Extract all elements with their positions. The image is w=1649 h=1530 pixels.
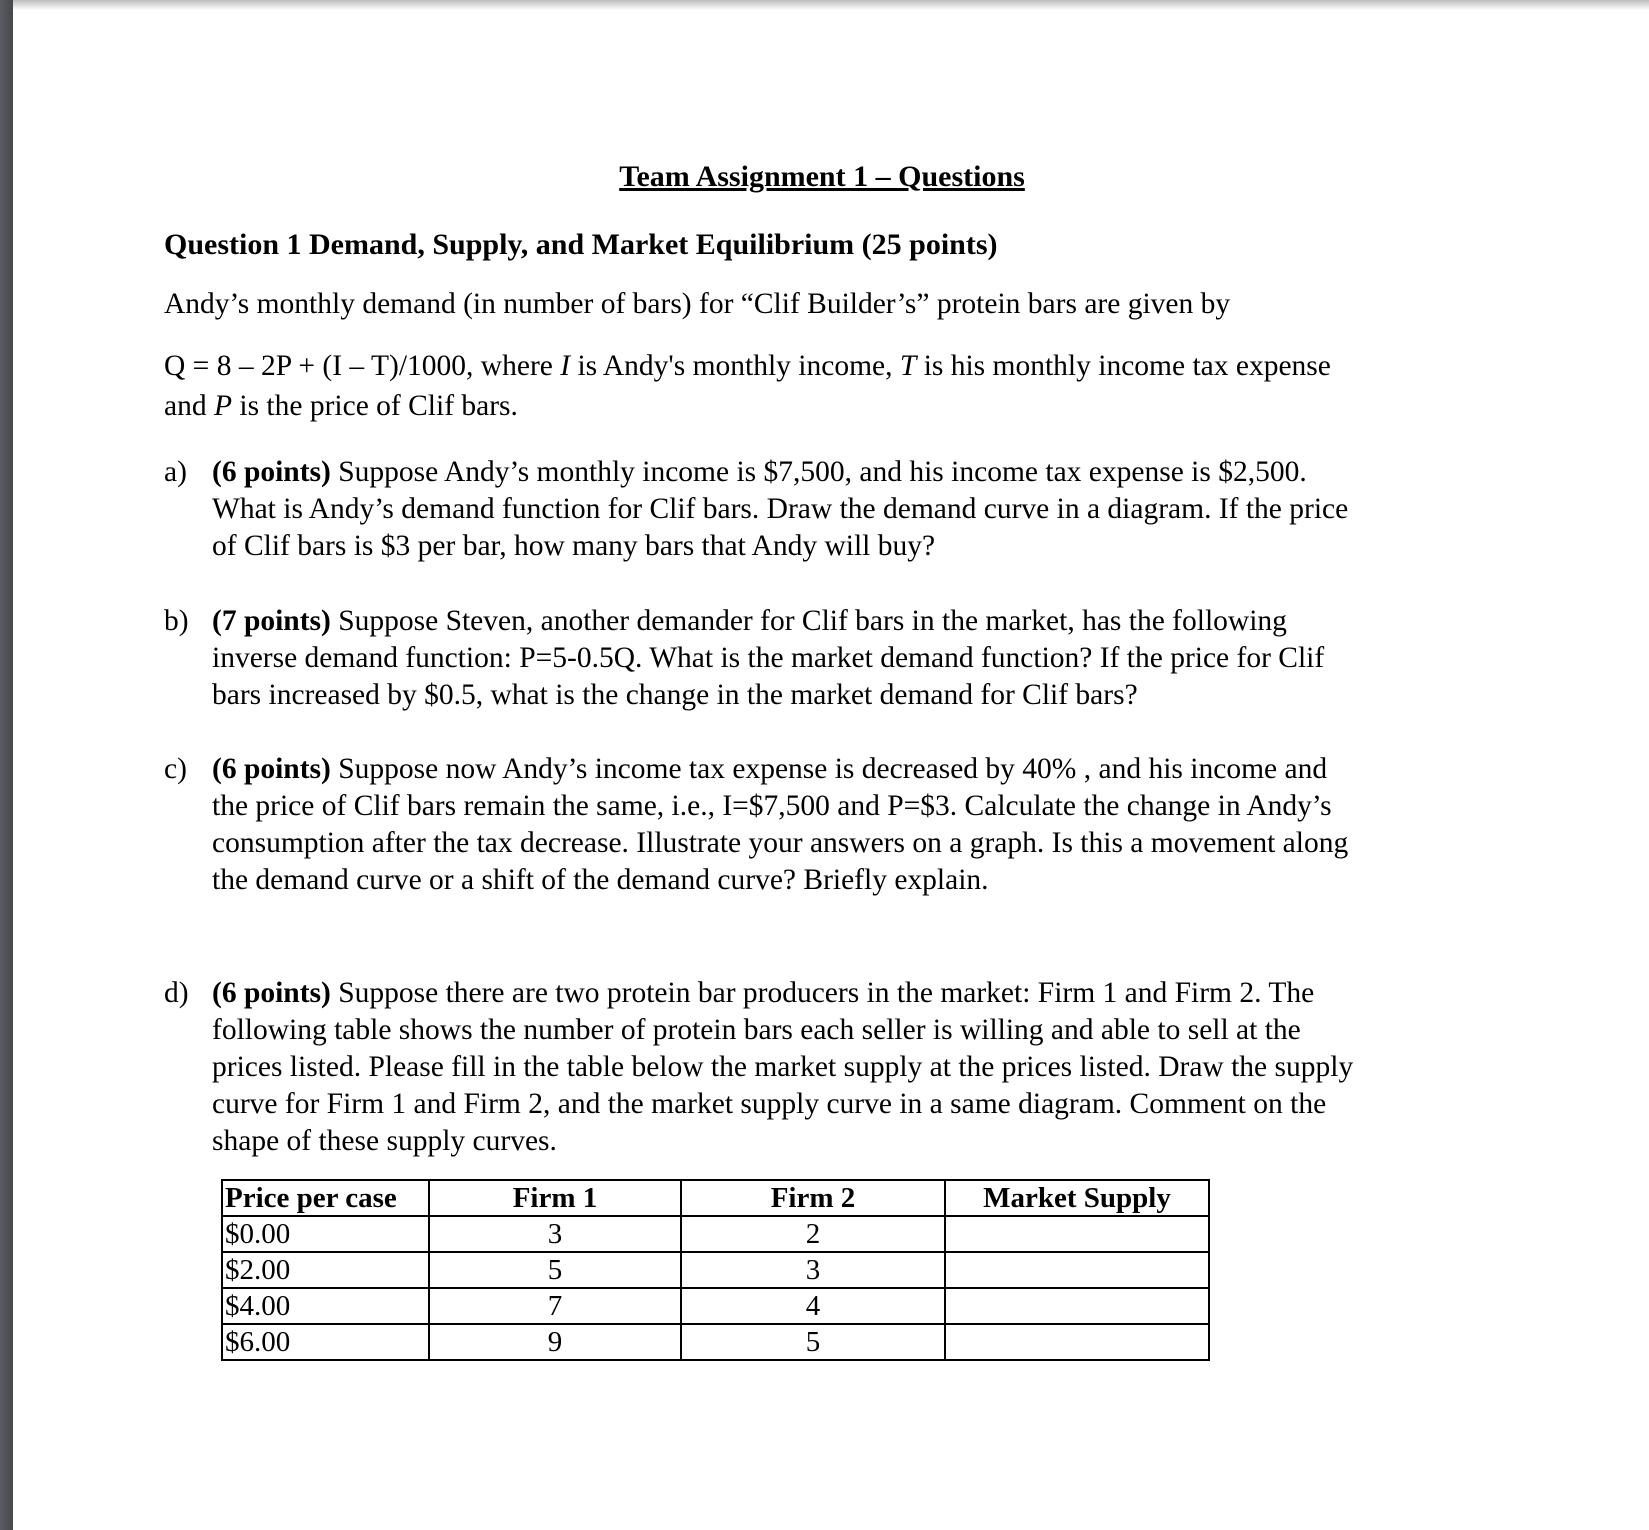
eq-text: is his monthly income tax expense xyxy=(916,350,1331,382)
part-text: Suppose there are two protein bar producers in the market: Firm 1 and Firm 2. The xyxy=(330,977,1315,1009)
part-text: Suppose now Andy’s income tax expense is decreased by 40% , and his income and xyxy=(330,753,1328,785)
part-text-line xyxy=(212,677,1138,714)
part-text: bars increased by $0.5, what is the change in the market demand for Clif bars? xyxy=(212,679,1138,711)
cell-firm2: 3 xyxy=(681,1252,945,1288)
supply-table xyxy=(221,1179,1210,1361)
table-row xyxy=(222,1324,1209,1360)
cell-firm1: 7 xyxy=(429,1288,681,1324)
part-label: c) xyxy=(164,753,187,785)
cell-firm2: 2 xyxy=(681,1216,945,1252)
cell-firm1: 5 xyxy=(429,1252,681,1288)
document-title: Team Assignment 1 – Questions xyxy=(619,160,1025,193)
part-text: of Clif bars is $3 per bar, how many bars that Andy will buy? xyxy=(212,530,936,562)
part-points: (6 points) xyxy=(212,753,331,785)
eq-var-p: P xyxy=(213,390,232,422)
cell-price: $0.00 xyxy=(222,1216,429,1252)
cell-market-supply[interactable] xyxy=(945,1288,1209,1324)
part-text: inverse demand function: P=5-0.5Q. What is the market demand function? If the price for Clif xyxy=(212,642,1325,674)
part-label: b) xyxy=(164,605,189,637)
table-row xyxy=(222,1252,1209,1288)
cell-market-supply[interactable] xyxy=(945,1324,1209,1360)
table-row xyxy=(222,1288,1209,1324)
part-text-line xyxy=(212,975,1314,1012)
header-market-supply: Market Supply xyxy=(945,1180,1209,1216)
eq-var-i: I xyxy=(560,350,571,382)
part-label: d) xyxy=(164,977,189,1009)
part-text-line xyxy=(212,603,1287,640)
part-text: Suppose Steven, another demander for Clif bars in the market, has the following xyxy=(330,605,1287,637)
part-text-line xyxy=(212,491,1348,528)
eq-var-t: T xyxy=(899,350,917,382)
part-text: following table shows the number of protein bars each seller is willing and able to sell at the xyxy=(212,1014,1301,1046)
document-page xyxy=(13,0,1649,1530)
part-text-line xyxy=(212,1123,557,1160)
part-text: consumption after the tax decrease. Illustrate your answers on a graph. Is this a movement along xyxy=(212,827,1349,859)
part-text-line xyxy=(212,788,1332,825)
part-points: (6 points) xyxy=(212,456,331,488)
table-row xyxy=(222,1216,1209,1252)
equation-line-2 xyxy=(164,388,518,425)
cell-firm2: 5 xyxy=(681,1324,945,1360)
part-text-line xyxy=(212,640,1324,677)
part-points: (6 points) xyxy=(212,977,331,1009)
cell-market-supply[interactable] xyxy=(945,1252,1209,1288)
question-heading: Question 1 Demand, Supply, and Market Equilibrium (25 points) xyxy=(164,228,998,261)
part-text-line xyxy=(212,1049,1353,1086)
header-firm2: Firm 2 xyxy=(681,1180,945,1216)
equation-line-1 xyxy=(164,348,1331,385)
part-text: Suppose Andy’s monthly income is $7,500, and his income tax expense is $2,500. xyxy=(330,456,1307,488)
table-header-row xyxy=(222,1180,1209,1216)
eq-text: and xyxy=(164,390,214,422)
part-text-line xyxy=(212,862,989,899)
part-text: shape of these supply curves. xyxy=(212,1125,557,1157)
part-text-line xyxy=(212,751,1327,788)
cell-price: $6.00 xyxy=(222,1324,429,1360)
eq-text: is the price of Clif bars. xyxy=(232,390,518,422)
cell-price: $4.00 xyxy=(222,1288,429,1324)
part-text: the price of Clif bars remain the same, i.e., I=$7,500 and P=$3. Calculate the change in Andy’s xyxy=(212,790,1332,822)
part-text: curve for Firm 1 and Firm 2, and the market supply curve in a same diagram. Comment on the xyxy=(212,1088,1327,1120)
cell-firm1: 9 xyxy=(429,1324,681,1360)
part-text-line xyxy=(212,825,1348,862)
question-intro: Andy’s monthly demand (in number of bars) for “Clif Builder’s” protein bars are given by xyxy=(164,288,1231,320)
part-text: What is Andy’s demand function for Clif bars. Draw the demand curve in a diagram. If the price xyxy=(212,493,1349,525)
part-text-line xyxy=(212,454,1307,491)
part-text: the demand curve or a shift of the demand curve? Briefly explain. xyxy=(212,864,989,896)
part-text-line xyxy=(212,528,935,565)
cell-price: $2.00 xyxy=(222,1252,429,1288)
header-firm1: Firm 1 xyxy=(429,1180,681,1216)
part-text-line xyxy=(212,1012,1301,1049)
cell-firm1: 3 xyxy=(429,1216,681,1252)
eq-text: Q = 8 – 2P + (I – T)/1000, where xyxy=(164,350,561,382)
part-label: a) xyxy=(164,456,187,488)
cell-market-supply[interactable] xyxy=(945,1216,1209,1252)
viewer-sidebar xyxy=(0,0,13,1530)
header-price: Price per case xyxy=(222,1180,429,1216)
eq-text: is Andy's monthly income, xyxy=(570,350,900,382)
part-text: prices listed. Please fill in the table below the market supply at the prices listed. Draw the supply xyxy=(212,1051,1354,1083)
part-text-line xyxy=(212,1086,1326,1123)
part-points: (7 points) xyxy=(212,605,331,637)
cell-firm2: 4 xyxy=(681,1288,945,1324)
